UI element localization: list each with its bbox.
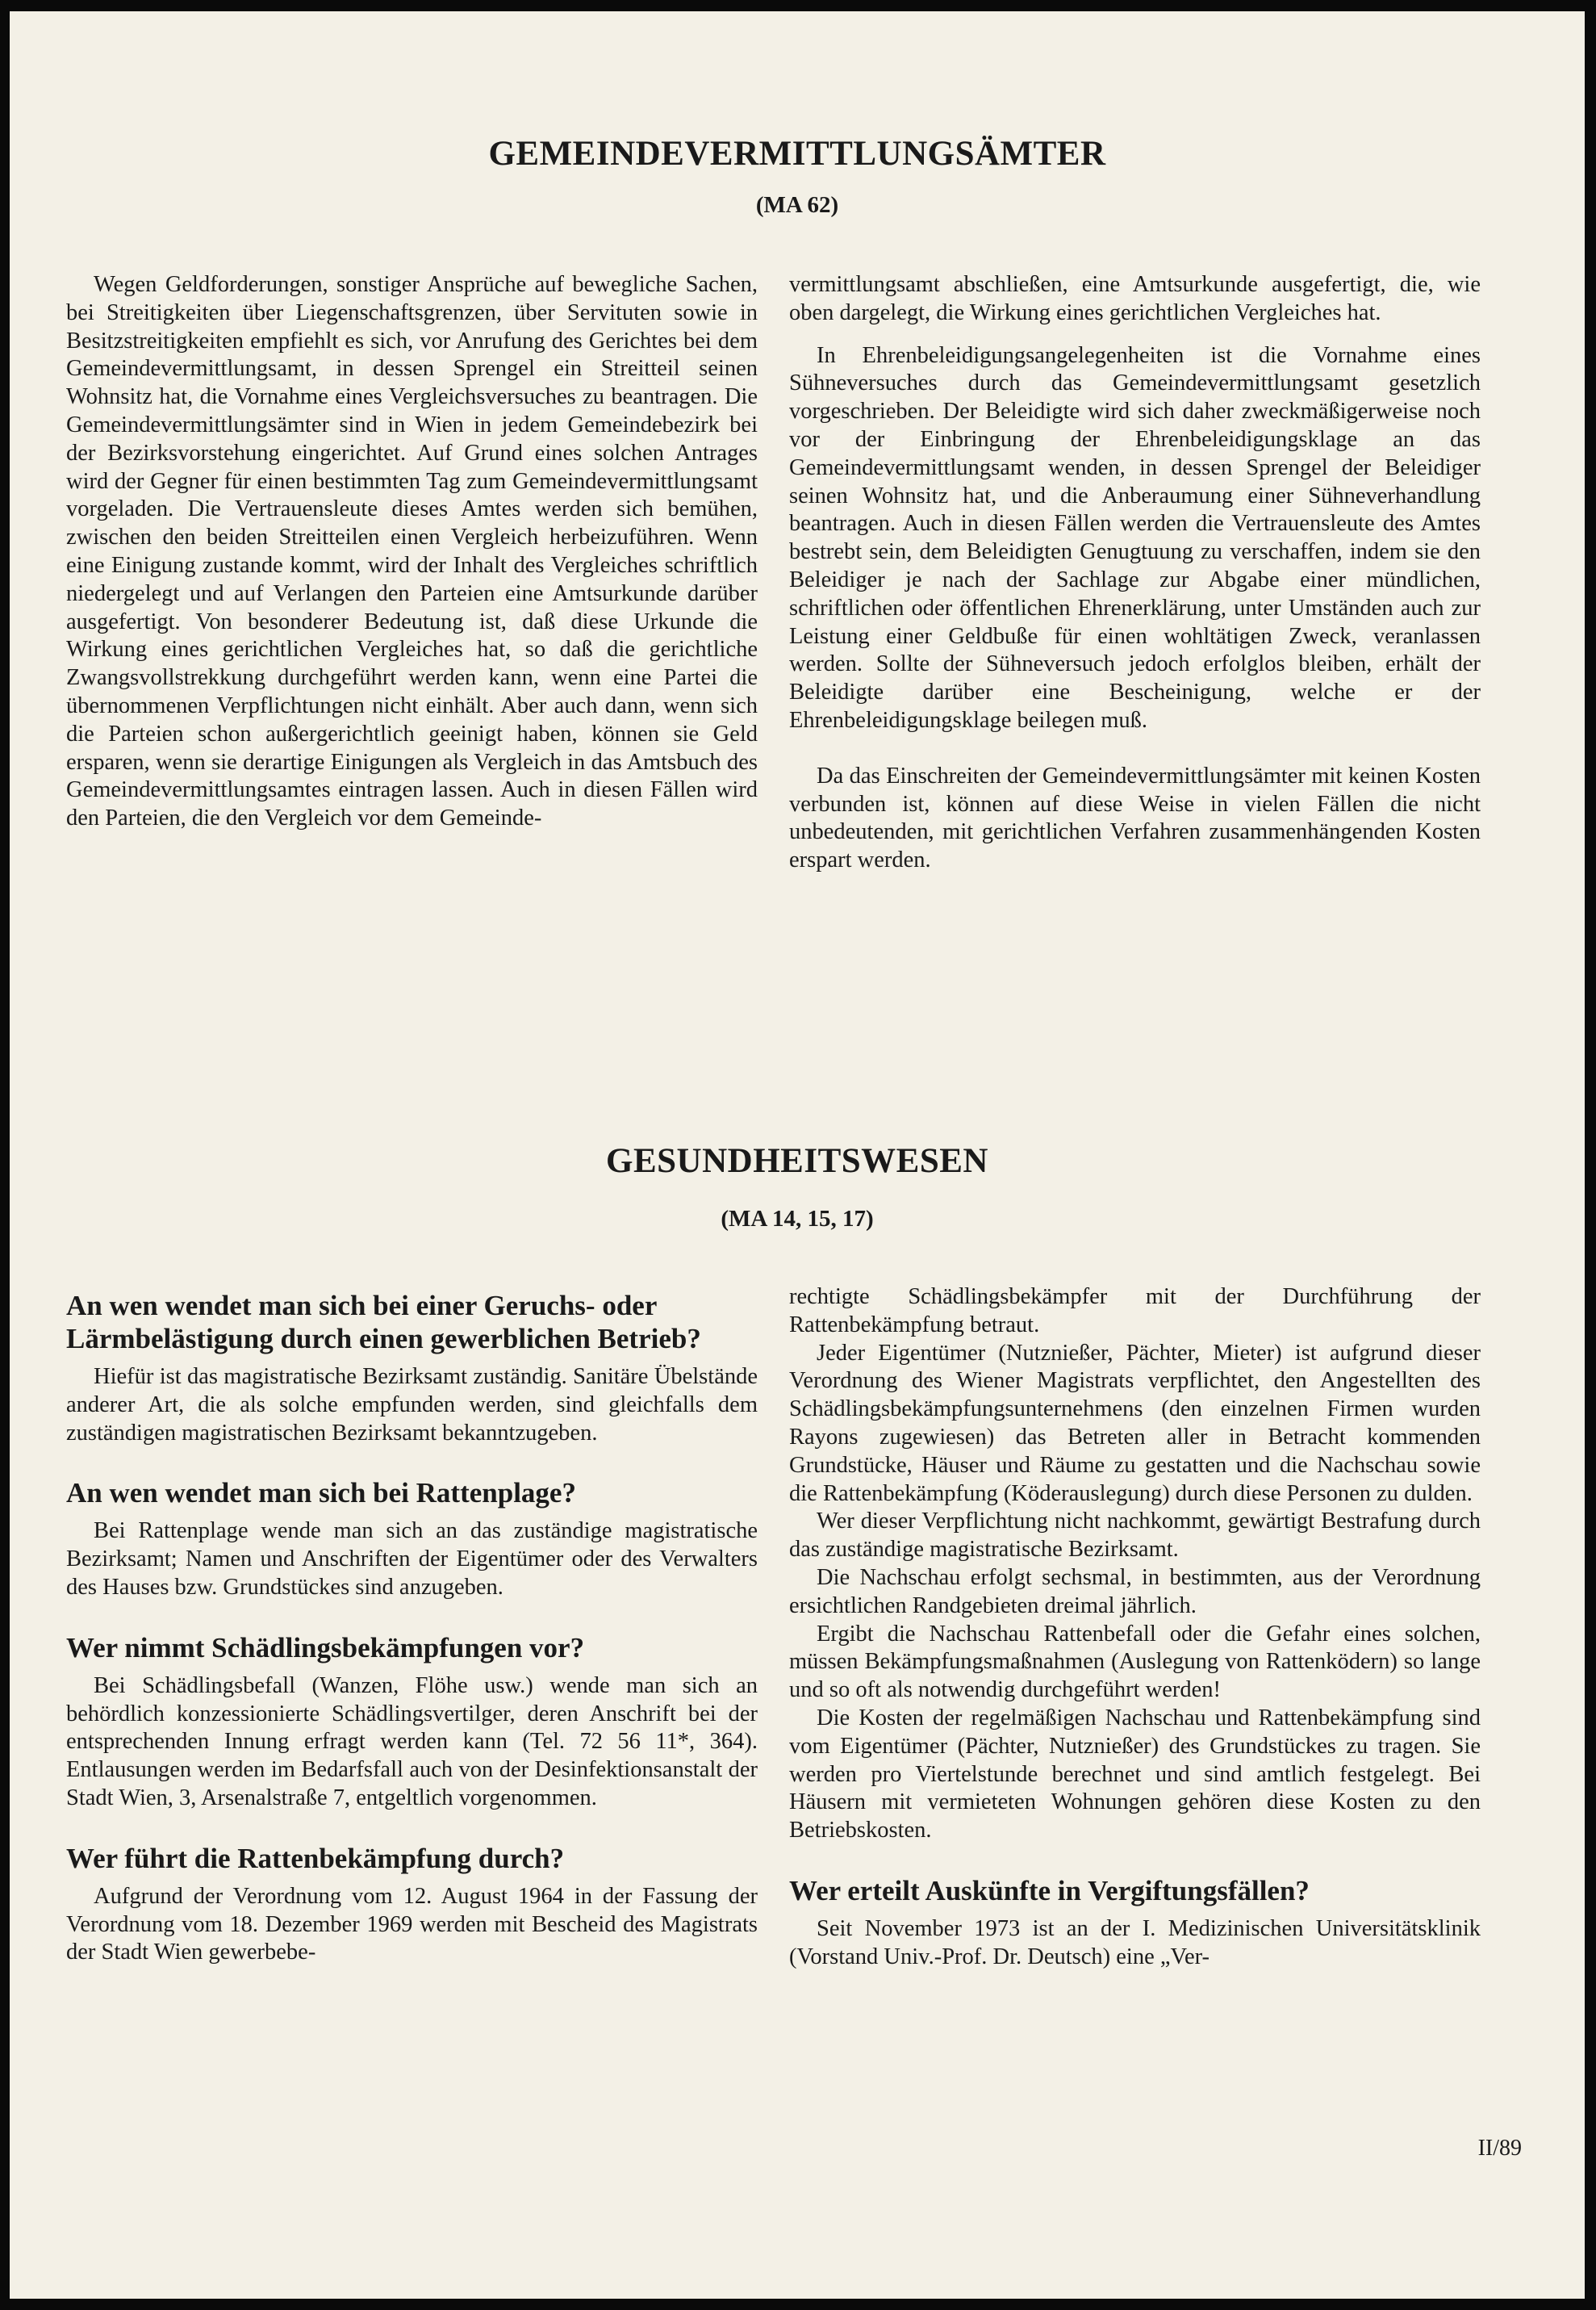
- paragraph: Jeder Eigentümer (Nutznießer, Pächter, Mieter) ist aufgrund dieser Verordnung des Wiener Magistrats verpflichtet, den Angestellten des Schädlingsbekämpfungsunternehmens (den einzelnen Firmen wurden Rayons zugewiesen) das Betreten aller in Betracht kommenden Grundstücke, Häuser und Räume zu gestatten und die Nachschau sowie die Rattenbekämpfung (Köderauslegung) durch diese Personen zu dulden.: [789, 1340, 1481, 1506]
- section-subtitle-ma14-15-17: (MA 14, 15, 17): [721, 1206, 874, 1232]
- section2-right-column: [789, 1283, 1481, 1972]
- paragraph: Ergibt die Nachschau Rattenbefall oder die Gefahr eines solchen, müssen Bekämpfungsmaßnahmen (Auslegung von Rattenködern) so lange und so oft als notwendig durchgeführt werden!: [789, 1621, 1481, 1703]
- question-heading: An wen wendet man sich bei einer Geruchs- oder Lärmbelästigung durch einen gewerblichen Betrieb?: [66, 1290, 701, 1354]
- section1-left-column: [66, 271, 758, 833]
- question-heading: An wen wendet man sich bei Rattenplage?: [66, 1477, 576, 1509]
- question-heading: Wer führt die Rattenbekämpfung durch?: [66, 1842, 565, 1874]
- paragraph: Bei Schädlingsbefall (Wanzen, Flöhe usw.) wende man sich an behördlich konzessionierte Schädlingsvertilger, deren Anschrift bei der entsprechenden Innung erfragt werden kann (Tel. 72 56 11*, 364). Entlausungen werden im Bedarfsfall auch von der Desinfektionsanstalt der Stadt Wien, 3, Arsenalstraße 7, entgeltlich vorgenommen.: [66, 1672, 758, 1810]
- paragraph: Hiefür ist das magistratische Bezirksamt zuständig. Sanitäre Übelstände anderer Art, die als solche empfunden werden, sind gleichfalls dem zuständigen magistratischen Bezirksamt bekanntzugeben.: [66, 1364, 758, 1446]
- paragraph: Seit November 1973 ist an der I. Medizinischen Universitätsklinik (Vorstand Univ.-Prof. Dr. Deutsch) eine „Ver-: [789, 1915, 1481, 1969]
- question-heading: Wer erteilt Auskünfte in Vergiftungsfällen?: [789, 1874, 1310, 1906]
- paragraph: Wegen Geldforderungen, sonstiger Ansprüche auf bewegliche Sachen, bei Streitigkeiten über Liegenschaftsgrenzen, über Servituten sowie in Besitzstreitigkeiten empfiehlt es sich, vor Anrufung des Gerichtes bei dem Gemeindevermittlungsamt, in dessen Sprengel ein Streitteil seinen Wohnsitz hat, die Vornahme eines Vergleichsversuches zu beantragen. Die Gemeindevermittlungsämter sind in Wien in jedem Gemeindebezirk bei der Bezirksvorstehung eingerichtet. Auf Grund eines solchen Antrages wird der Gegner für einen bestimmten Tag zum Gemeindevermittlungsamt vorgeladen. Die Vertrauensleute dieses Amtes werden sich bemühen, zwischen den beiden Streitteilen einen Vergleich herbeizuführen. Wenn eine Einigung zustande kommt, wird der Inhalt des Vergleiches schriftlich niedergelegt und auf Verlangen den Parteien eine Amtsurkunde darüber ausgefertigt. Von besonderer Bedeutung ist, daß diese Urkunde die Wirkung eines gerichtlichen Vergleiches hat, so daß die gerichtliche Zwangsvollstrekkung durchgeführt werden kann, wenn eine Partei die übernommenen Verpflichtungen nicht einhält. Aber auch dann, wenn sich die Parteien schon außergerichtlich geeinigt haben, können sie Geld ersparen, wenn sie derartige Einigungen als Vergleich in das Amtsbuch des Gemeindevermittlungsamtes eintragen lassen. Auch in diesen Fällen wird den Parteien, die den Vergleich vor dem Gemeinde-: [66, 272, 758, 831]
- paragraph: Aufgrund der Verordnung vom 12. August 1964 in der Fassung der Verordnung vom 18. Dezember 1969 werden mit Bescheid des Magistrats der Stadt Wien gewerbebe-: [66, 1883, 758, 1965]
- page-number: II/89: [1477, 2136, 1522, 2161]
- section-subtitle-ma62: (MA 62): [755, 192, 839, 218]
- paragraph: rechtigte Schädlingsbekämpfer mit der Durchführung der Rattenbekämpfung betraut.: [789, 1284, 1481, 1337]
- paragraph: Wer dieser Verpflichtung nicht nachkommt, gewärtigt Bestrafung durch das zuständige magistratische Bezirksamt.: [789, 1509, 1481, 1563]
- paragraph: Die Nachschau erfolgt sechsmal, in bestimmten, aus der Verordnung ersichtlichen Randgebieten dreimal jährlich.: [789, 1564, 1481, 1618]
- question-heading: Wer nimmt Schädlingsbekämpfungen vor?: [66, 1631, 585, 1663]
- section-title-gesundheitswesen: GESUNDHEITSWESEN: [606, 1142, 988, 1180]
- paragraph: Bei Rattenplage wende man sich an das zuständige magistratische Bezirksamt; Namen und Anschriften der Eigentümer oder des Verwalters des Hauses bzw. Grundstückes sind anzugeben.: [66, 1518, 758, 1600]
- section1-right-column: [789, 271, 1481, 875]
- section-title-gemeindevermittlungsaemter: GEMEINDEVERMITTLUNGSÄMTER: [488, 135, 1106, 173]
- paragraph: Die Kosten der regelmäßigen Nachschau und Rattenbekämpfung sind vom Eigentümer (Pächter, Nutznießer) des Grundstückes zu tragen. Sie werden pro Viertelstunde berechnet und sind amtlich festgelegt. Bei Häusern mit vermieteten Wohnungen gehören diese Kosten zu den Betriebskosten.: [789, 1705, 1481, 1843]
- document-page: [10, 11, 1585, 2299]
- section2-left-column: [66, 1289, 758, 1967]
- paragraph: vermittlungsamt abschließen, eine Amtsurkunde ausgefertigt, die, wie oben dargelegt, die Wirkung eines gerichtlichen Vergleiches hat.: [789, 272, 1481, 325]
- paragraph: In Ehrenbeleidigungsangelegenheiten ist die Vornahme eines Sühneversuches durch das Gemeindevermittlungsamt gesetzlich vorgeschrieben. Der Beleidigte wird sich daher zweckmäßigerweise noch vor der Einbringung der Ehrenbeleidigungsklage an das Gemeindevermittlungsamt wenden, in dessen Sprengel der Beleidiger seinen Wohnsitz hat, und die Anberaumung einer Sühneverhandlung beantragen. Auch in diesen Fällen werden die Vertrauensleute des Amtes bestrebt sein, dem Beleidigten Genugtuung zu verschaffen, indem sie den Beleidiger je nach der Sachlage zur Abgabe einer mündlichen, schriftlichen oder öffentlichen Ehrenerklärung, unter Umständen auch zur Leistung einer Geldbuße für einen wohltätigen Zweck, veranlassen werden. Sollte der Sühneversuch jedoch erfolglos bleiben, erhält der Beleidigte darüber eine Bescheinigung, welche er der Ehrenbeleidigungsklage beilegen muß.: [789, 342, 1481, 733]
- paragraph: Da das Einschreiten der Gemeindevermittlungsämter mit keinen Kosten verbunden ist, können auf diese Weise in vielen Fällen die nicht unbedeutenden, mit gerichtlichen Verfahren zusammenhängenden Kosten erspart werden.: [789, 763, 1481, 873]
